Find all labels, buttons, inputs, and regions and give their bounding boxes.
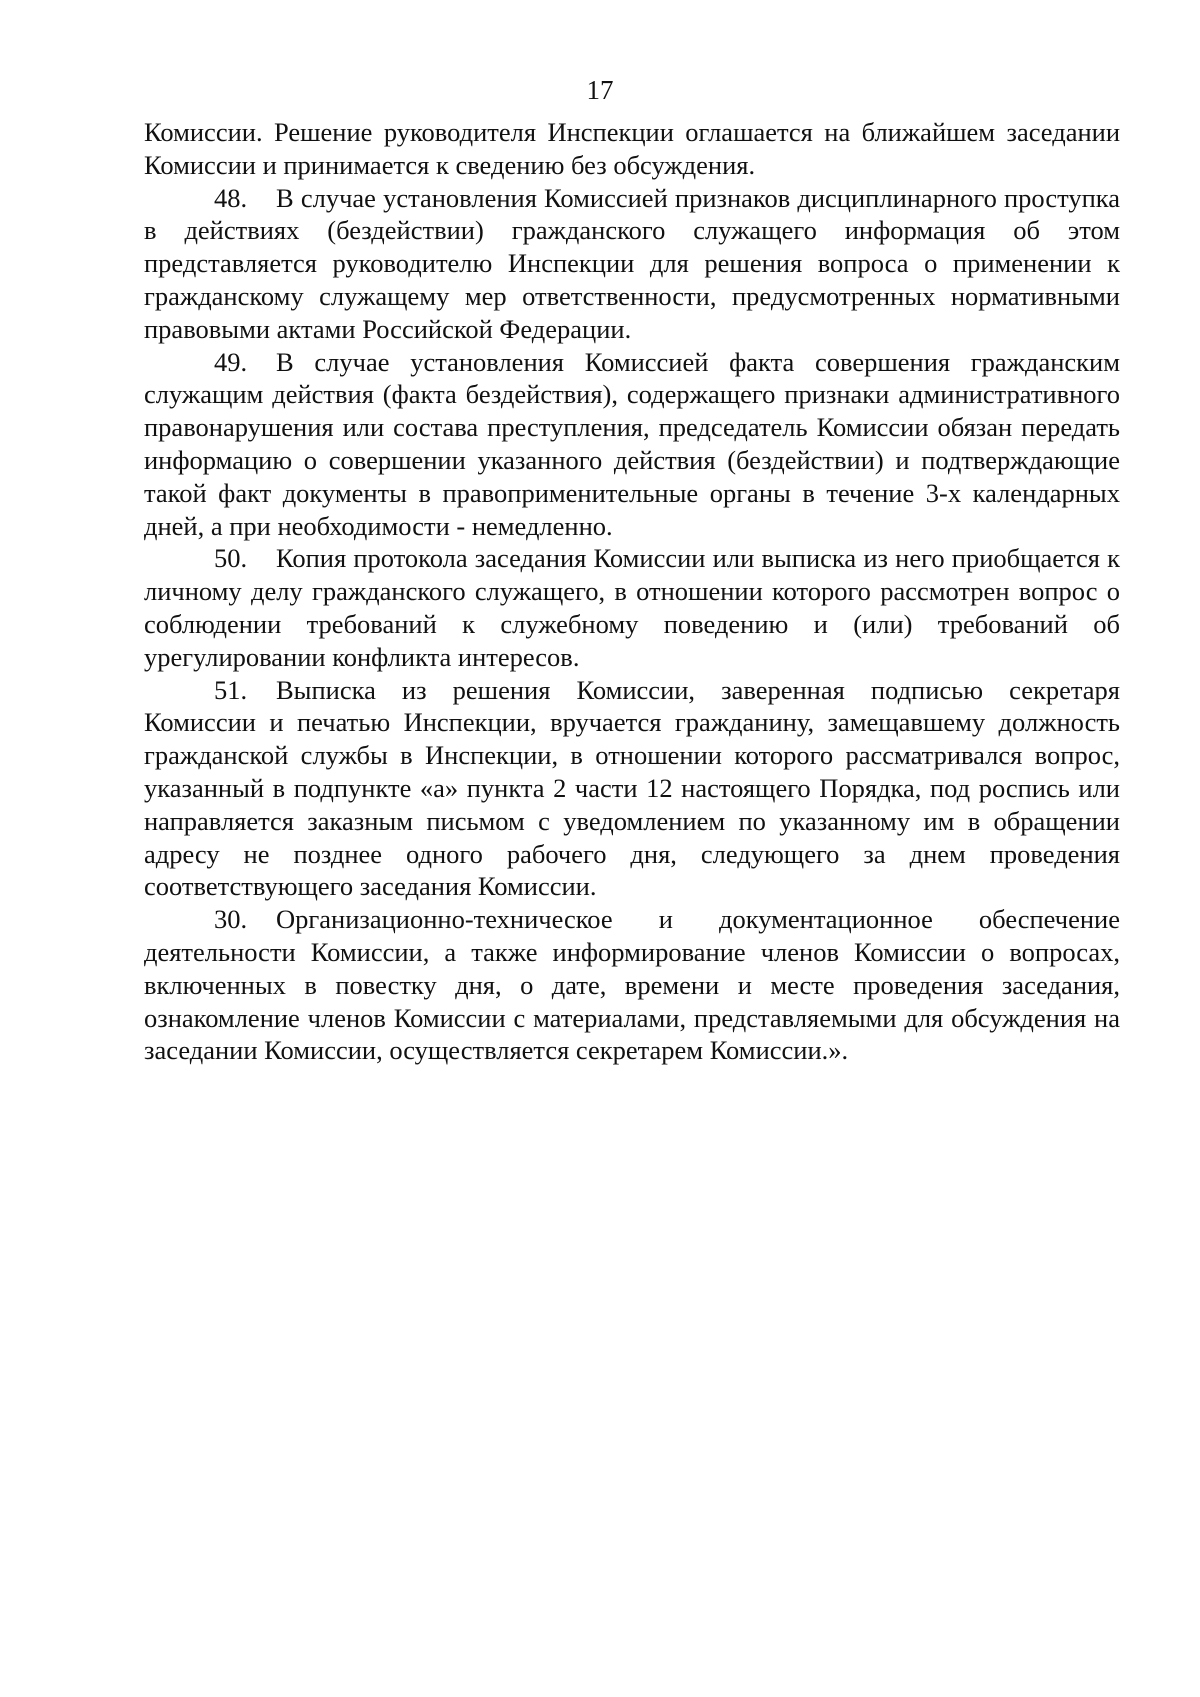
paragraph-number: 30. [214, 904, 248, 935]
paragraph-continuation [144, 116, 1120, 182]
document-body [144, 116, 1120, 1067]
paragraph-50 [144, 542, 1120, 673]
paragraph-number: 50. [214, 543, 248, 574]
paragraph-51 [144, 674, 1120, 904]
paragraph-text: Организационно-техническое и документационное обеспечение деятельности Комиссии, а также информирование членов Комиссии о вопросах, включенных в повестку дня, о дате, времени и месте проведения заседания, ознакомление членов Комиссии с материалами, представляемыми для обсуждения на заседании Комиссии, осуществляется секретарем Комиссии.». [144, 904, 1120, 1066]
paragraph-30 [144, 903, 1120, 1067]
paragraph-48 [144, 182, 1120, 346]
paragraph-number: 51. [214, 674, 248, 705]
paragraph-text: В случае установления Комиссией факта совершения гражданским служащим действия (факта бездействия), содержащего признаки административного правонарушения или состава преступления, председатель Комиссии обязан передать информацию о совершении указанного действия (бездействии) и подтверждающие такой факт документы в правоприменительные органы в течение 3-х календарных дней, а при необходимости - немедленно. [144, 346, 1120, 541]
paragraph-number: 49. [214, 346, 248, 377]
paragraph-text: Копия протокола заседания Комиссии или выписка из него приобщается к личному делу гражданского служащего, в отношении которого рассмотрен вопрос о соблюдении требований к служебному поведению и (или) требований об урегулировании конфликта интересов. [144, 543, 1120, 672]
paragraph-text: Комиссии. Решение руководителя Инспекции оглашается на ближайшем заседании Комиссии и принимается к сведению без обсуждения. [144, 117, 1120, 180]
page-number: 17 [586, 75, 614, 105]
paragraph-text: Выписка из решения Комиссии, заверенная подписью секретаря Комиссии и печатью Инспекции, вручается гражданину, замещавшему должность гражданской службы в Инспекции, в отношении которого рассматривался вопрос, указанный в подпункте «а» пункта 2 части 12 настоящего Порядка, под роспись или направляется заказным письмом с уведомлением по указанному им в обращении адресу не позднее одного рабочего дня, следующего за днем проведения соответствующего заседания Комиссии. [144, 674, 1120, 902]
paragraph-49 [144, 346, 1120, 543]
paragraph-text: В случае установления Комиссией признаков дисциплинарного проступка в действиях (бездействии) гражданского служащего информация об этом представляется руководителю Инспекции для решения вопроса о применении к гражданскому служащему мер ответственности, предусмотренных нормативными правовыми актами Российской Федерации. [144, 182, 1120, 344]
paragraph-number: 48. [214, 182, 248, 213]
